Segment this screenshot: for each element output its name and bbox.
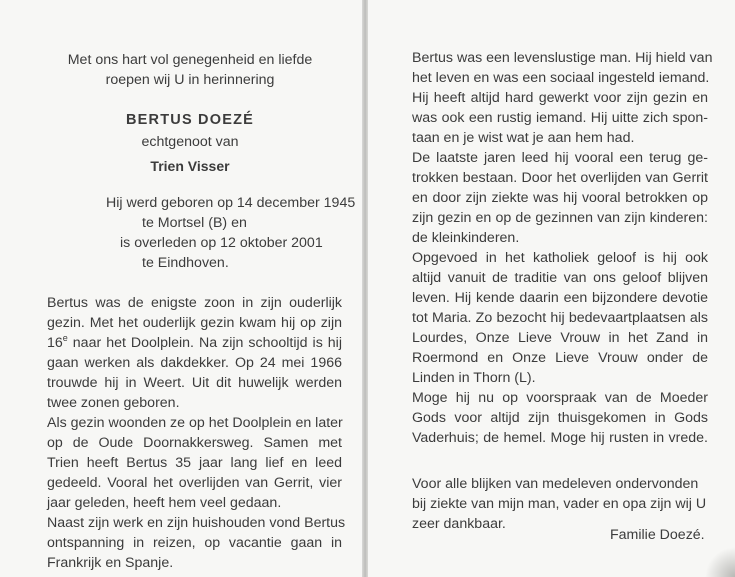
deceased-name: BERTUS DOEZÉ bbox=[126, 112, 254, 128]
bio-line: gaan werken als dakdekker. Op 24 mei 1966 bbox=[47, 355, 342, 371]
bio-line: Trien heeft Bertus 35 jaar lang lief en leed bbox=[47, 455, 342, 471]
text-line: tot Maria. Zo bezocht hij bedevaartplaatsen als bbox=[412, 310, 708, 326]
dates-line-2: te Mortsel (B) en bbox=[142, 215, 247, 231]
text-line: was ook een rustig iemand. Hij uitte zich spon- bbox=[412, 110, 708, 126]
bio-line-text: naar het Doolplein. Na zijn schooltijd is hij bbox=[72, 335, 342, 351]
bio-line-ordinal bbox=[47, 333, 342, 353]
bio-line: Naast zijn werk en zijn huishouden vond Bertus bbox=[47, 515, 346, 531]
ordinal: 16e bbox=[47, 333, 68, 351]
text-line: Opgevoed in het katholiek geloof is hij ook bbox=[412, 250, 708, 266]
bio-line: Als gezin woonden ze op het Doolplein en later bbox=[47, 415, 343, 431]
bio-line: Bertus was de enigste zoon in zijn ouderlijk bbox=[47, 295, 342, 311]
bio-line: jaar geleden, heeft hem veel gedaan. bbox=[47, 495, 282, 511]
thanks-line: Voor alle blijken van medeleven ondervonden bbox=[412, 476, 699, 492]
signature: Familie Doezé. bbox=[610, 527, 705, 543]
text-line: Roermond en Onze Lieve Vrouw onder de bbox=[412, 350, 708, 366]
text-line: Hij heeft altijd hard gewerkt voor zijn gezin en bbox=[412, 90, 708, 106]
bio-line: twee zonen geboren. bbox=[47, 395, 180, 411]
spouse-name: Trien Visser bbox=[150, 158, 230, 174]
left-page bbox=[0, 0, 364, 577]
intro-line-2: roepen wij U in herinnering bbox=[105, 72, 275, 88]
dates-line-4: te Eindhoven. bbox=[142, 255, 229, 271]
text-line: taan en je wist wat je aan hem had. bbox=[412, 130, 635, 146]
text-line: altijd vanuit de traditie van ons geloof blijven bbox=[412, 270, 708, 286]
thanks-line: zeer dankbaar. bbox=[412, 516, 506, 532]
thanks-line: bij ziekte van mijn man, vader en opa zijn wij U bbox=[412, 496, 707, 512]
text-line: Gods voor altijd zijn thuisgekomen in Gods bbox=[412, 410, 708, 426]
text-line: en door zijn ziekte was hij vooral betrokken op bbox=[412, 190, 708, 206]
text-line: zijn gezin en op de gezinnen van zijn kinderen: bbox=[412, 210, 708, 226]
text-line: Moge hij nu op voorspraak van de Moeder bbox=[412, 390, 708, 406]
text-line: Vaderhuis; de hemel. Moge hij rusten in vrede. bbox=[412, 430, 708, 446]
text-line: de kleinkinderen. bbox=[412, 230, 520, 246]
spouse-label: echtgenoot van bbox=[141, 134, 239, 150]
bio-line: op de Oude Doornakkersweg. Samen met bbox=[47, 435, 342, 451]
bio-line: gezin. Met het ouderlijk gezin kwam hij op zijn bbox=[47, 315, 342, 331]
text-line: het leven en was een sociaal ingesteld iemand. bbox=[412, 70, 710, 86]
text-line: Linden in Thorn (L). bbox=[412, 370, 536, 386]
text-line: leven. Hij kende daarin een bijzondere devotie bbox=[412, 290, 708, 306]
bio-line: ontspanning in reizen, op vacantie gaan in bbox=[47, 535, 342, 551]
page-corner-shadow bbox=[705, 547, 735, 577]
right-page bbox=[368, 0, 735, 577]
bio-line: trouwde hij in Weert. Uit dit huwelijk werden bbox=[47, 375, 342, 391]
bio-line: Frankrijk en Spanje. bbox=[47, 555, 174, 571]
intro-line-1: Met ons hart vol genegenheid en liefde bbox=[67, 52, 313, 68]
bio-line: gedeeld. Vooral het overlijden van Gerrit, vier bbox=[47, 475, 342, 491]
text-line: De laatste jaren leed hij vooral een terug ge- bbox=[412, 150, 708, 166]
dates-line-3: is overleden op 12 oktober 2001 bbox=[120, 235, 323, 251]
text-line: trokken bestaan. Door het overlijden van Gerrit bbox=[412, 170, 708, 186]
text-line: Lourdes, Onze Lieve Vrouw in het Zand in bbox=[412, 330, 708, 346]
text-line: Bertus was een levenslustige man. Hij hield van bbox=[412, 50, 713, 66]
dates-line-1: Hij werd geboren op 14 december 1945 bbox=[106, 195, 356, 211]
